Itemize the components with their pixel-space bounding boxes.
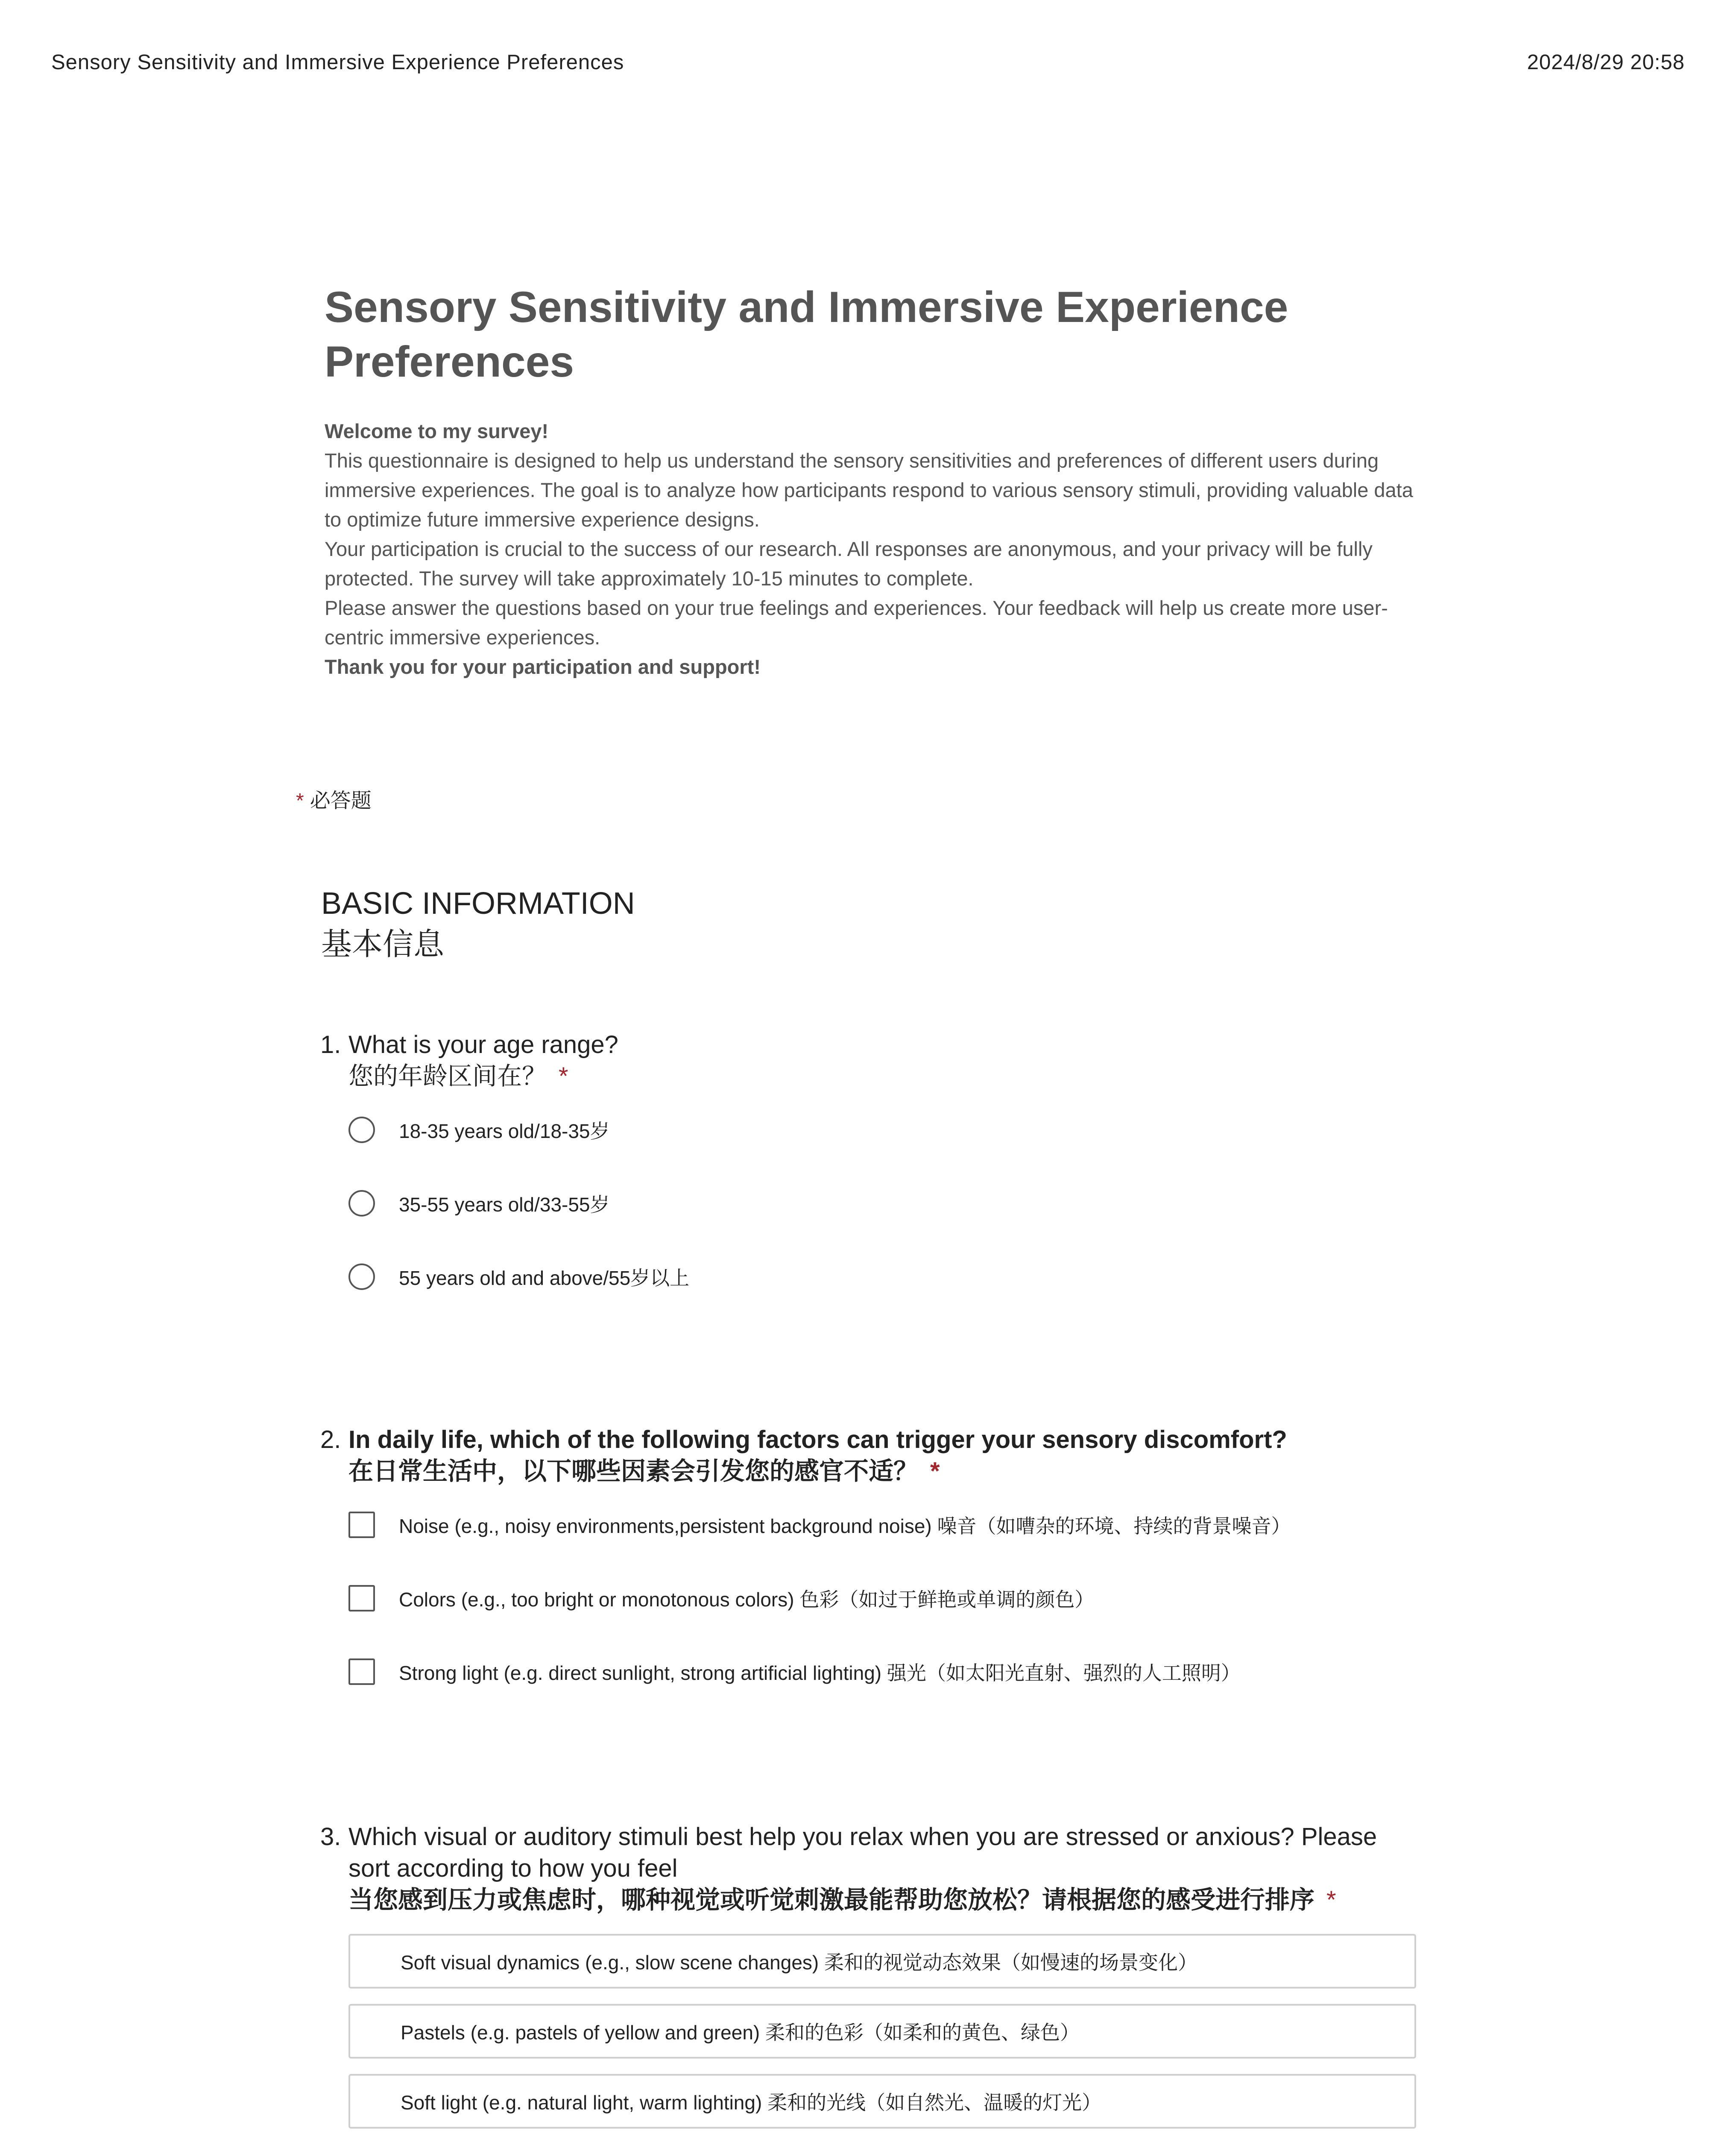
rank-item-label: Soft visual dynamics (e.g., slow scene changes) 柔和的视觉动态效果（如慢速的场景变化）: [401, 1951, 1198, 1974]
required-star-icon: *: [559, 1062, 568, 1090]
question-3-header: [320, 1821, 1473, 1916]
question-text-zh: 您的年龄区间在？: [348, 1062, 547, 1090]
option-label: 55 years old and above/55岁以上: [399, 1267, 690, 1289]
question-number: 3.: [320, 1823, 341, 1851]
question-3: [320, 1821, 1473, 2135]
question-text-en: Which visual or auditory stimuli best help you relax when you are stressed or anxious? Please sort according to how you feel: [348, 1823, 1377, 1882]
form-intro: [325, 416, 1418, 681]
rank-item-label: Pastels (e.g. pastels of yellow and green) 柔和的色彩（如柔和的黄色、绿色）: [401, 2021, 1080, 2044]
rank-item[interactable]: [348, 2004, 1416, 2059]
question-number: 1.: [320, 1031, 341, 1059]
question-number: 2.: [320, 1426, 341, 1454]
question-3-rank-list: [348, 1934, 1473, 2135]
option-label: Strong light (e.g. direct sunlight, strong artificial lighting) 强光（如太阳光直射、强烈的人工照明）: [399, 1662, 1241, 1684]
question-1-options: [348, 1114, 1473, 1292]
intro-thanks: Thank you for your participation and support!: [325, 655, 761, 678]
option-label: Colors (e.g., too bright or monotonous colors) 色彩（如过于鲜艳或单调的颜色）: [399, 1588, 1095, 1611]
question-2: [320, 1424, 1473, 1687]
question-1: [320, 1029, 1473, 1292]
question-text: [348, 1029, 1473, 1092]
radio-option[interactable]: [348, 1114, 1473, 1145]
required-star-icon: *: [930, 1457, 940, 1485]
option-label: 18-35 years old/18-35岁: [399, 1120, 610, 1142]
section-title-zh: 基本信息: [321, 927, 445, 962]
radio-option[interactable]: [348, 1261, 1473, 1292]
required-note: [296, 784, 372, 813]
checkbox-icon[interactable]: [348, 1658, 375, 1685]
required-star-icon: *: [1326, 1886, 1336, 1914]
print-header-datetime: 2024/8/29 20:58: [1527, 51, 1685, 74]
option-label: 35-55 years old/33-55岁: [399, 1193, 610, 1216]
radio-button-icon[interactable]: [348, 1190, 375, 1217]
print-header-title: Sensory Sensitivity and Immersive Experience Preferences: [51, 51, 624, 74]
question-text: [348, 1424, 1473, 1487]
checkbox-icon[interactable]: [348, 1512, 375, 1538]
section-title-en: BASIC INFORMATION: [321, 886, 635, 921]
question-1-header: [320, 1029, 1473, 1092]
option-label: Noise (e.g., noisy environments,persistent background noise) 噪音（如嘈杂的环境、持续的背景噪音）: [399, 1515, 1291, 1537]
form-title: Sensory Sensitivity and Immersive Experience Preferences: [325, 283, 1288, 386]
intro-paragraph-1: This questionnaire is designed to help us understand the sensory sensitivities and preferences of different users during immersive experiences. The goal is to analyze how participants respond to various sensory stimuli, providing valuable data to optimize future immersive experience designs.: [325, 449, 1413, 531]
required-star-icon: *: [296, 790, 304, 812]
checkbox-option[interactable]: [348, 1656, 1473, 1687]
intro-welcome: Welcome to my survey!: [325, 420, 549, 442]
question-text: [348, 1821, 1425, 1916]
section-title: [321, 883, 635, 965]
radio-button-icon[interactable]: [348, 1117, 375, 1143]
question-text-en: What is your age range?: [348, 1031, 618, 1059]
required-note-label: 必答题: [310, 790, 372, 812]
intro-paragraph-3: Please answer the questions based on your true feelings and experiences. Your feedback will help us create more user-centric immersive experiences.: [325, 597, 1388, 649]
radio-option[interactable]: [348, 1188, 1473, 1219]
question-text-zh: 在日常生活中，以下哪些因素会引发您的感官不适？: [348, 1457, 919, 1485]
checkbox-option[interactable]: [348, 1583, 1473, 1614]
rank-item-label: Soft light (e.g. natural light, warm lighting) 柔和的光线（如自然光、温暖的灯光）: [401, 2091, 1102, 2114]
checkbox-option[interactable]: [348, 1509, 1473, 1540]
radio-button-icon[interactable]: [348, 1263, 375, 1290]
checkbox-icon[interactable]: [348, 1585, 375, 1611]
question-2-header: [320, 1424, 1473, 1487]
question-text-en: In daily life, which of the following factors can trigger your sensory discomfort?: [348, 1426, 1287, 1454]
rank-item[interactable]: [348, 2074, 1416, 2129]
rank-item[interactable]: [348, 1934, 1416, 1989]
question-text-zh: 当您感到压力或焦虑时，哪种视觉或听觉刺激最能帮助您放松？请根据您的感受进行排序: [348, 1886, 1315, 1914]
intro-paragraph-2: Your participation is crucial to the success of our research. All responses are anonymous, and your privacy will be fully protected. The survey will take approximately 10-15 minutes to complete.: [325, 538, 1373, 590]
question-2-options: [348, 1509, 1473, 1687]
